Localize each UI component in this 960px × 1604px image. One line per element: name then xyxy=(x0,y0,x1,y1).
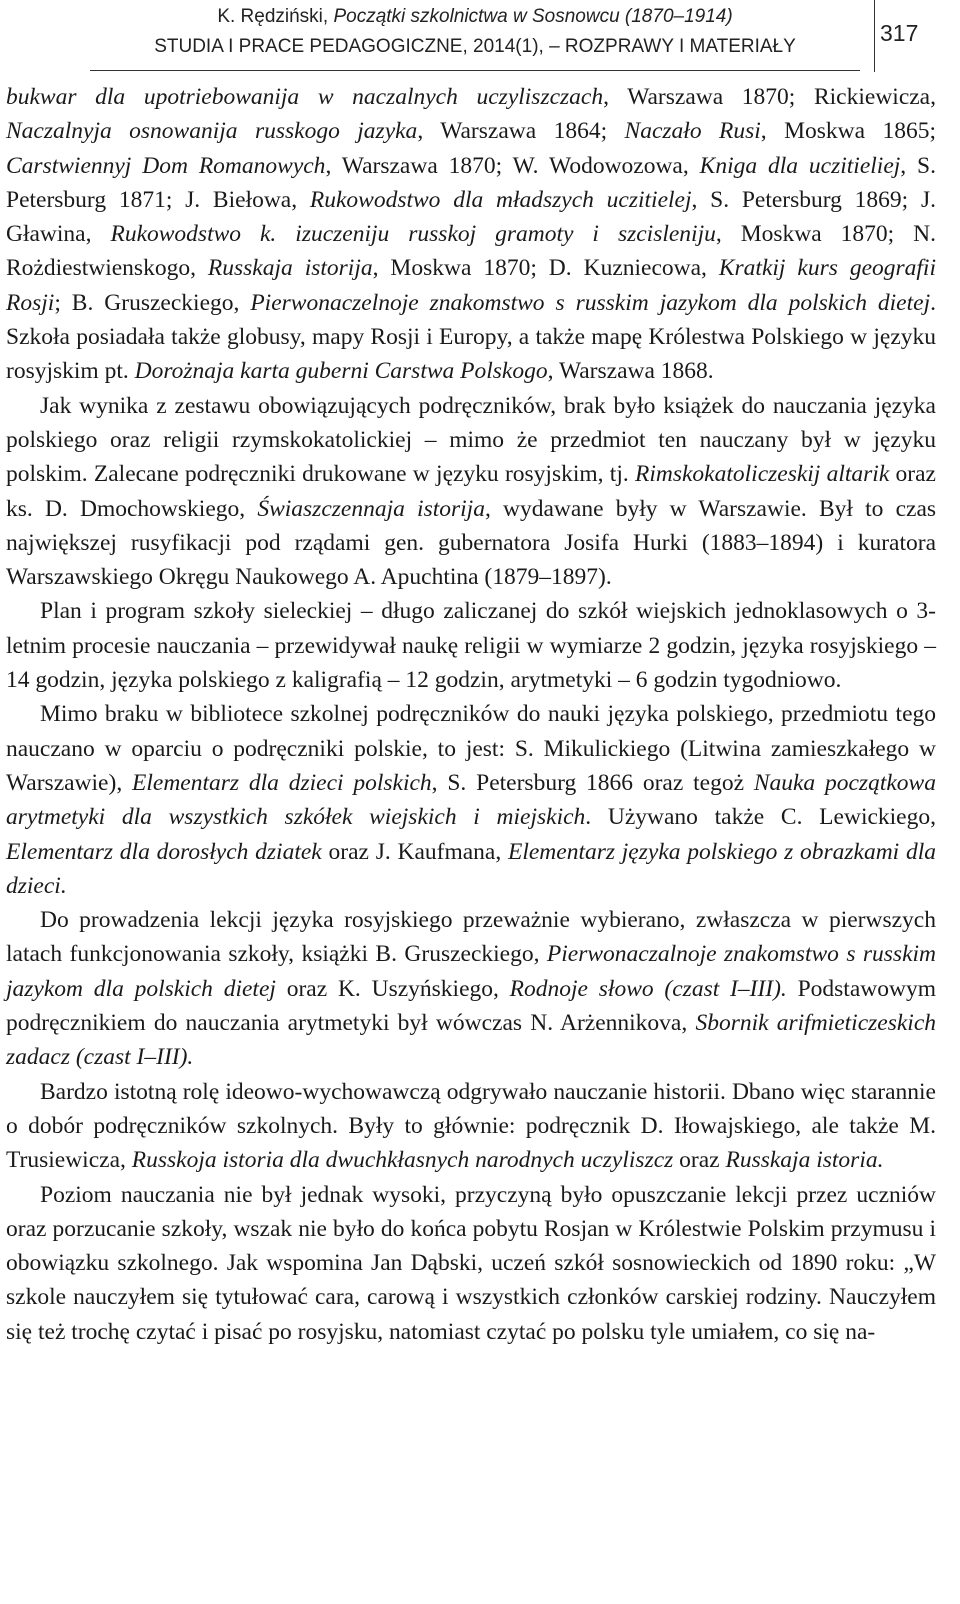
italic-title: Naczalnyja osnowanija russkogo jazyka xyxy=(6,118,418,145)
italic-title: Rodnoje słowo (czast I–III). xyxy=(509,975,787,1002)
body-paragraph xyxy=(6,697,936,903)
body-paragraph xyxy=(6,594,936,697)
header-journal: STUDIA I PRACE PEDAGOGICZNE, 2014(1), – ROZPRAWY I MATERIAŁY xyxy=(154,36,796,57)
italic-title: Kratkij kurs geografii Rosji xyxy=(6,255,936,316)
text-run: , S. Petersburg 1871; J. Biełowa, xyxy=(6,152,936,213)
text-run: Podstawowym podręcznikiem do nauczania arytmetyki był wówczas N. Arżennikova, xyxy=(6,975,936,1037)
header-author: K. Rędziński, xyxy=(217,6,334,27)
body-paragraph xyxy=(6,80,936,389)
article-body xyxy=(6,80,936,1349)
text-run: Bardzo istotną rolę ideowo-wychowawczą odgrywało nauczanie historii. Dbano więc starannie o dobór podręczników szkolnych. Były to głównie: podręcznik D. Iłowajskiego, ale także M. Trusiewicza, xyxy=(6,1078,936,1174)
italic-title: Nauka początkowa arytmetyki dla wszystkich szkółek wiejskich i miejskich xyxy=(6,769,936,831)
italic-title: Sbornik arifmieticzeskich zadacz (czast I–III). xyxy=(6,1010,936,1071)
italic-title: Carstwiennyj Dom Romanowych xyxy=(6,152,326,179)
italic-title: Naczało Rusi xyxy=(624,118,761,145)
italic-title: Elementarz języka polskiego z obrazkami dla dzieci. xyxy=(6,838,937,899)
body-paragraph xyxy=(6,1075,936,1178)
body-paragraph xyxy=(6,903,936,1074)
italic-title: bukwar dla upotriebowanija w naczalnych uczyliszczach xyxy=(6,84,604,110)
italic-title: Russkoja istoria dla dwuchkłasnych narodnych uczyliszcz xyxy=(131,1147,674,1174)
text-run: oraz K. Uszyńskiego, xyxy=(275,975,510,1002)
text-run: . Szkoła posiadała także globusy, mapy Rosji i Europy, a także mapę Królestwa Polskiego w języku rosyjskim pt. xyxy=(6,289,936,385)
italic-title: Russkaja istoria. xyxy=(725,1147,884,1174)
text-run: oraz ks. D. Dmochowskiego, xyxy=(6,461,936,522)
text-run: Do prowadzenia lekcji języka rosyjskiego przeważnie wybierano, zwłaszcza w pierwszych latach funkcjonowania szkoły, książki B. Gruszeckiego, xyxy=(6,907,936,968)
italic-title: Rukowodstwo k. izuczeniju russkoj gramoty i szcisleniju xyxy=(110,221,716,248)
text-run: , Warszawa 1864; xyxy=(417,118,625,145)
italic-title: Pierwonaczalnoje znakomstwo s russkim jazykom dla polskich dietej xyxy=(6,941,936,1002)
text-run: Jak wynika z zestawu obowiązujących podręczników, brak było książek do nauczania języka polskiego oraz religii rzymskokatolickiej – mimo że przedmiot ten nauczany był w języku polskim. Zalecane podręczniki drukowane w języku rosyjskim, tj. xyxy=(6,392,936,488)
italic-title: Rukowodstwo dla mładszych uczitielej xyxy=(309,186,692,213)
italic-title: Russkaja istorija xyxy=(207,255,373,282)
italic-title: Elementarz dla dzieci polskich xyxy=(132,769,432,796)
text-run: , wydawane były w Warszawie. Był to czas największej rusyfikacji pod rządami gen. gubernatora Josifa Hurki (1883–1894) i kuratora Warszawskiego Okręgu Naukowego A. Apuchtina (1879–1897). xyxy=(6,495,937,591)
page-number: 317 xyxy=(880,20,919,46)
italic-title: Dorożnaja karta guberni Carstwa Polskogo xyxy=(134,358,548,385)
italic-title: Rimskokatoliczeskij altarik xyxy=(635,461,890,488)
text-run: . Używano także C. Lewickiego, xyxy=(585,804,936,831)
text-run: , Moskwa 1865; xyxy=(760,118,936,145)
header-divider xyxy=(90,70,860,71)
text-run: , Moskwa 1870; N. Rożdiestwienskogo, xyxy=(6,221,936,282)
text-run: , S. Petersburg 1866 oraz tegoż xyxy=(431,769,754,796)
text-run: , Warszawa 1868. xyxy=(547,358,714,385)
body-paragraph xyxy=(6,1178,936,1349)
italic-title: Elementarz dla dorosłych dziatek xyxy=(6,838,322,865)
text-run: , S. Petersburg 1869; J. Gławina, xyxy=(6,186,936,248)
text-run: Mimo braku w bibliotece szkolnej podręczników do nauki języka polskiego, przedmiotu tego nauczano w oparciu o podręczniki polskie, to jest: S. Mikulickiego (Litwina zamieszkałego w Warszawie), xyxy=(6,701,936,796)
running-header xyxy=(0,0,960,80)
italic-title: Pierwonaczelnoje znakomstwo s russkim jazykom dla polskich dietej xyxy=(250,289,931,316)
italic-title: Kniga dla uczitieliej xyxy=(699,152,901,179)
text-run: oraz xyxy=(673,1147,726,1174)
text-run: oraz J. Kaufmana, xyxy=(321,838,508,865)
header-article-title: Początki szkolnictwa w Sosnowcu (1870–1914) xyxy=(333,6,733,27)
header-citation xyxy=(90,2,860,62)
text-run: , Warszawa 1870; Rickiewicza, xyxy=(603,84,936,110)
header-article-line xyxy=(90,2,860,32)
text-run: , Moskwa 1870; D. Kuzniecowa, xyxy=(372,255,719,282)
body-paragraph xyxy=(6,389,936,595)
text-run: Poziom nauczania nie był jednak wysoki, przyczyną było opuszczanie lekcji przez uczniów oraz porzucanie szkoły, wszak nie było do końca pobytu Rosjan w Królestwie Polskim przymusu i obowiązku szkolnego. Jak wspomina Jan Dąbski, uczeń szkół sosnowieckich od 1890 roku: „W szkole nauczyłem się tytułować cara, carową i wszystkich członków carskiej rodziny. Nauczyłem się też trochę czytać i pisać po rosyjsku, natomiast czytać po polsku tyle umiałem, co się na- xyxy=(6,1181,936,1345)
text-run: , Warszawa 1870; W. Wodowozowa, xyxy=(325,152,700,179)
text-run: ; B. Gruszeckiego, xyxy=(54,289,251,316)
text-run: Plan i program szkoły sieleckiej – długo zaliczanej do szkół wiejskich jednoklasowych o 3-letnim procesie nauczania – przewidywał naukę religii w wymiarze 2 godzin, języka rosyjskiego – 14 godzin, języka polskiego z kaligrafią – 12 godzin, arytmetyki – 6 godzin tygodniowo. xyxy=(6,598,936,694)
header-vertical-divider xyxy=(874,0,875,72)
italic-title: Świaszczennaja istorija xyxy=(257,495,485,522)
